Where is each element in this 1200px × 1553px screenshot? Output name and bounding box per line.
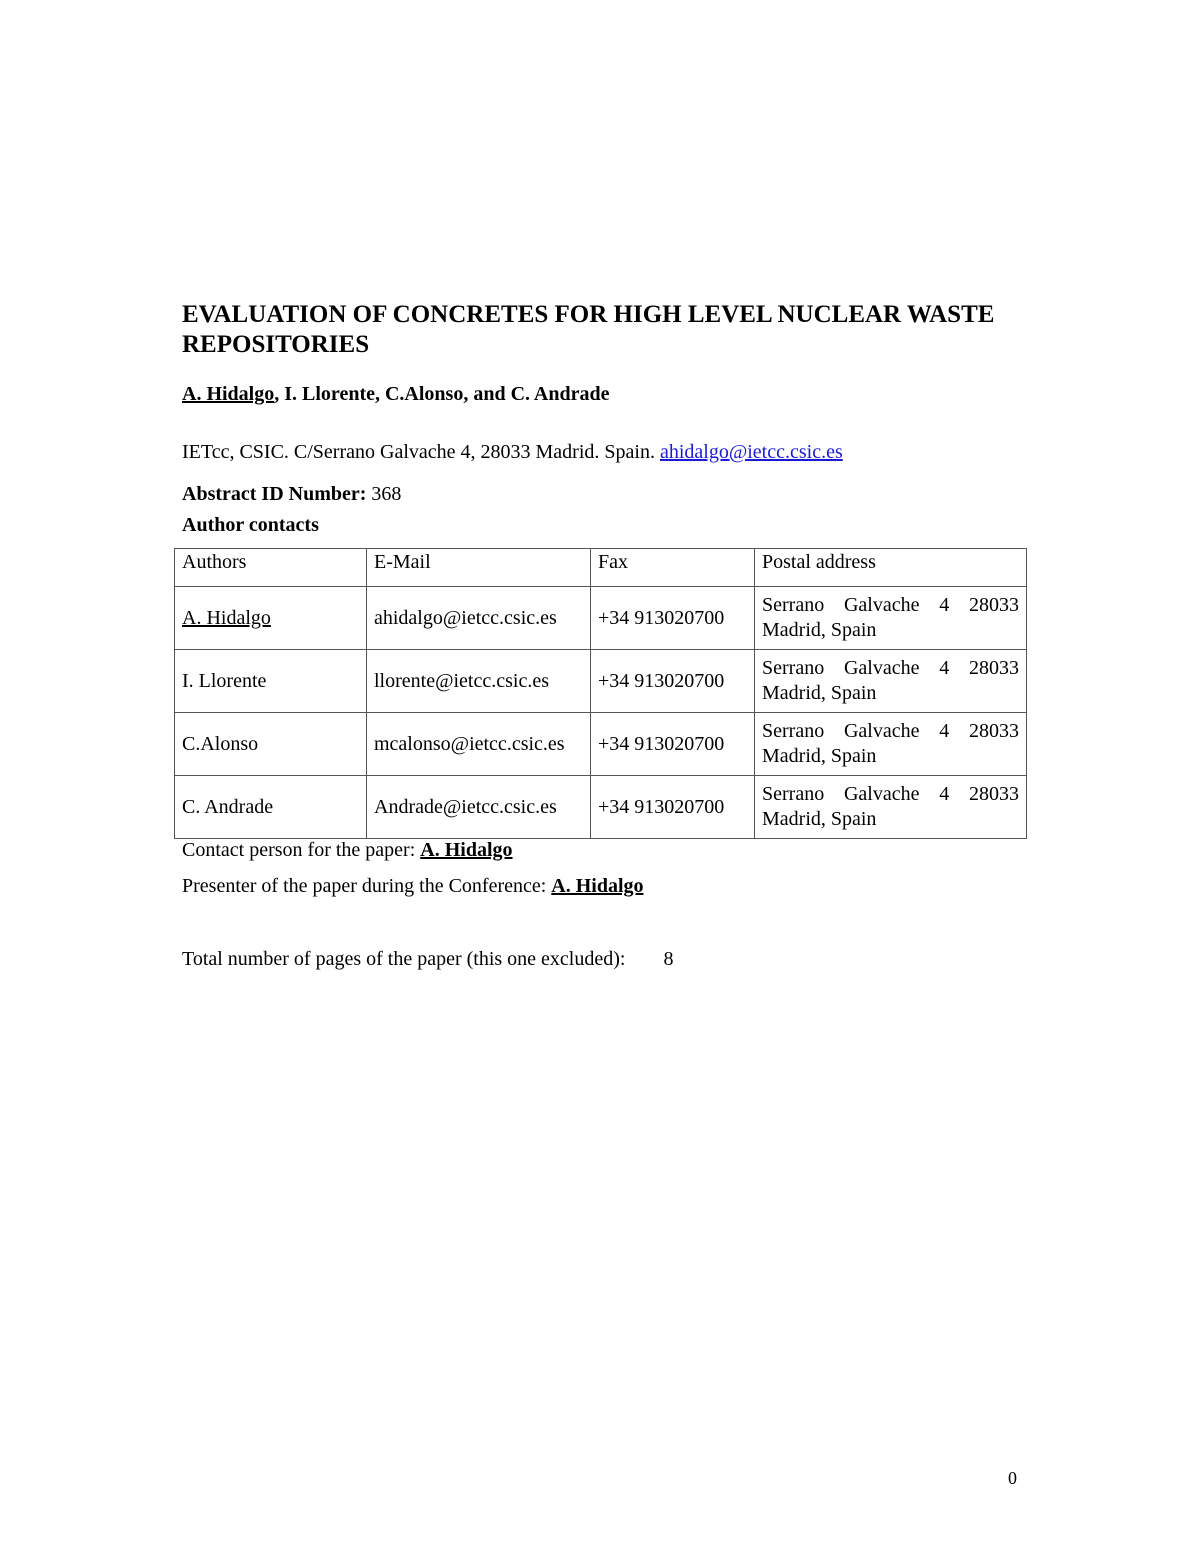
author-cell [175, 587, 367, 650]
address-word: 4 [939, 783, 950, 805]
author-contacts-table [174, 548, 1027, 839]
table-row [175, 587, 1027, 650]
address-word: Galvache [843, 720, 920, 742]
header-email: E-Mail [367, 549, 591, 587]
author-list [182, 381, 609, 407]
fax-cell: +34 913020700 [591, 776, 755, 839]
address-cell [755, 776, 1027, 839]
address-line-1 [762, 719, 1019, 744]
affiliation-text: IETcc, CSIC. C/Serrano Galvache 4, 28033 Madrid. Spain. [182, 441, 655, 463]
address-cell [755, 713, 1027, 776]
affiliation-email-link[interactable]: ahidalgo@ietcc.csic.es [659, 441, 843, 463]
address-word: 28033 [968, 594, 1019, 616]
author-cell [175, 713, 367, 776]
address-word: Galvache [843, 783, 920, 805]
address-word: Galvache [843, 657, 920, 679]
header-postal-address: Postal address [755, 549, 1027, 587]
address-word: Serrano [762, 783, 825, 805]
address-line-1 [762, 656, 1019, 681]
table-row [175, 713, 1027, 776]
address-cell [755, 587, 1027, 650]
address-word: 28033 [968, 657, 1019, 679]
total-pages-label: Total number of pages of the paper (this one excluded): [182, 948, 626, 970]
lead-author: A. Hidalgo [182, 383, 275, 405]
address-line-1 [762, 593, 1019, 618]
author-cell [175, 650, 367, 713]
author-cell [175, 776, 367, 839]
fax-cell: +34 913020700 [591, 587, 755, 650]
address-word: 4 [939, 720, 950, 742]
email-cell: Andrade@ietcc.csic.es [367, 776, 591, 839]
total-pages [182, 946, 673, 972]
contact-person-name: A. Hidalgo [420, 839, 513, 861]
author-contacts-heading: Author contacts [182, 514, 319, 536]
header-authors: Authors [175, 549, 367, 587]
author-name: C. Andrade [182, 795, 274, 818]
email-cell: llorente@ietcc.csic.es [367, 650, 591, 713]
abstract-id-value: 368 [371, 483, 402, 505]
affiliation [182, 439, 843, 465]
abstract-id-label: Abstract ID Number: [182, 483, 367, 505]
fax-cell: +34 913020700 [591, 650, 755, 713]
address-word: Serrano [762, 594, 825, 616]
address-line-1 [762, 782, 1019, 807]
address-word: 4 [939, 594, 950, 616]
address-word: 28033 [968, 720, 1019, 742]
address-word: Serrano [762, 657, 825, 679]
address-line-2: Madrid, Spain [762, 619, 877, 641]
table-row [175, 776, 1027, 839]
presenter [182, 873, 644, 899]
contact-person-label: Contact person for the paper: [182, 839, 416, 861]
table-header-row [175, 549, 1027, 587]
address-word: 28033 [968, 783, 1019, 805]
author-name: A. Hidalgo [182, 606, 271, 629]
address-word: Serrano [762, 720, 825, 742]
email-cell: mcalonso@ietcc.csic.es [367, 713, 591, 776]
fax-cell: +34 913020700 [591, 713, 755, 776]
address-line-2: Madrid, Spain [762, 682, 877, 704]
presenter-label: Presenter of the paper during the Conference: [182, 875, 547, 897]
total-pages-value: 8 [663, 948, 674, 970]
paper-title: EVALUATION OF CONCRETES FOR HIGH LEVEL NUCLEAR WASTE REPOSITORIES [182, 301, 995, 358]
presenter-name: A. Hidalgo [551, 875, 644, 897]
table-row [175, 650, 1027, 713]
contact-person [182, 837, 513, 863]
address-word: Galvache [843, 594, 920, 616]
address-line-2: Madrid, Spain [762, 745, 877, 767]
header-fax: Fax [591, 549, 755, 587]
address-word: 4 [939, 657, 950, 679]
author-name: C.Alonso [182, 732, 259, 755]
address-cell [755, 650, 1027, 713]
email-cell: ahidalgo@ietcc.csic.es [367, 587, 591, 650]
page-number: 0 [1008, 1468, 1017, 1488]
abstract-id [182, 481, 401, 507]
author-name: I. Llorente [182, 669, 267, 692]
other-authors: , I. Llorente, C.Alonso, and C. Andrade [274, 383, 610, 405]
address-line-2: Madrid, Spain [762, 808, 877, 830]
